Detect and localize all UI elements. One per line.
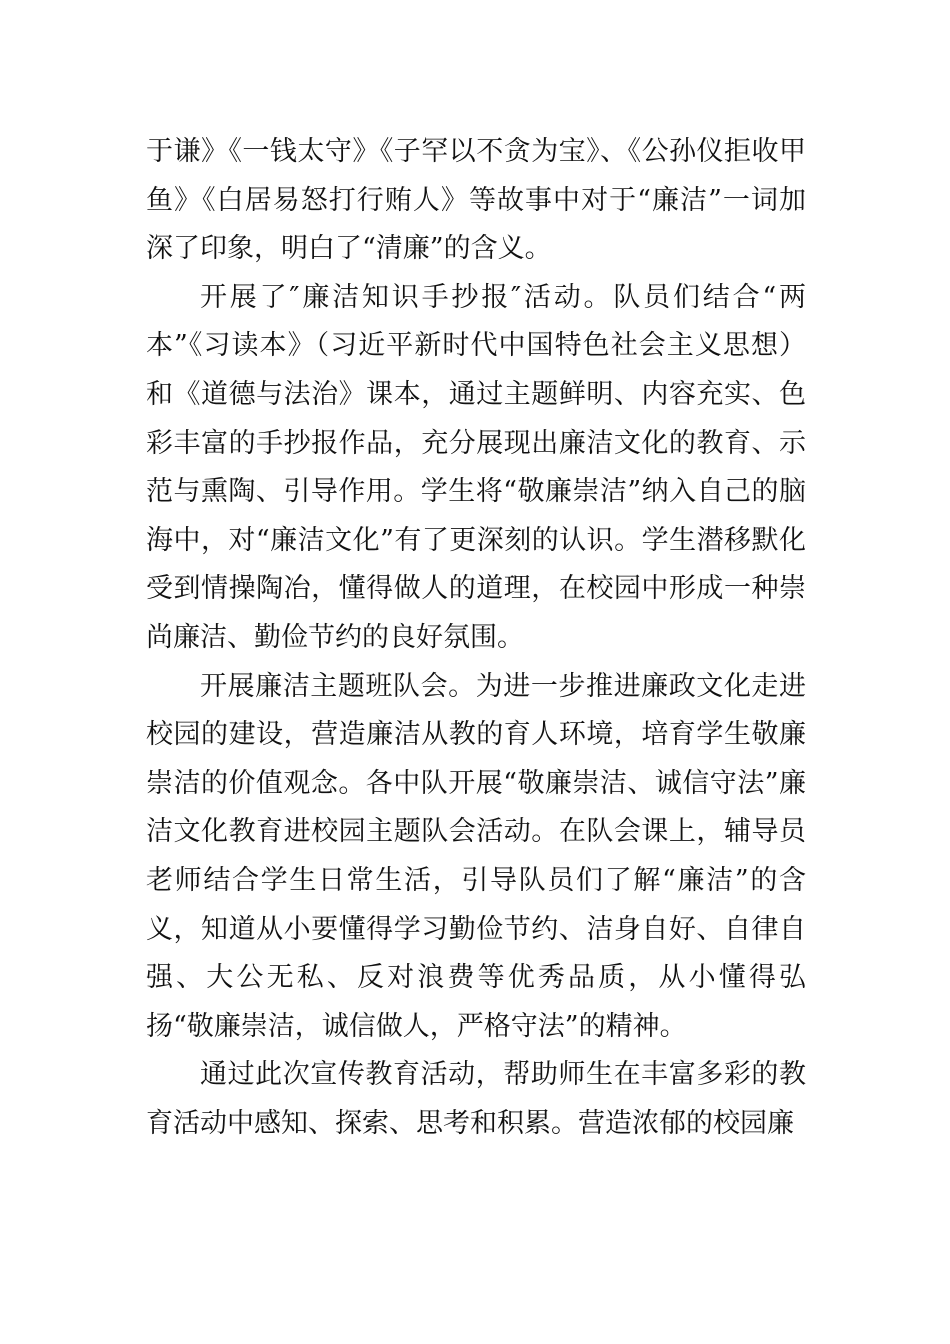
paragraph-4: 通过此次宣传教育活动，帮助师生在丰富多彩的教育活动中感知、探索、思考和积累。营造浓郁的校园廉 (146, 1059, 806, 1139)
paragraph-3: 开展廉洁主题班队会。为进一步推进廉政文化走进校园的建设，营造廉洁从教的育人环境，培育学生敬廉崇洁的价值观念。各中队开展“敬廉崇洁、诚信守法”廉洁文化教育进校园主题队会活动。在队会课上，辅导员老师结合学生日常生活，引导队员们了解“廉洁”的含义，知道从小要懂得学习勤俭节约、洁身自好、自律自强、大公无私、反对浪费等优秀品质，从小懂得弘扬“敬廉崇洁，诚信做人，严格守法”的精神。 (146, 670, 806, 1042)
paragraph-1: 于谦》《一钱太守》《子罕以不贪为宝》、《公孙仪拒收甲鱼》《白居易怒打行贿人》等故事中对于“廉洁”一词加深了印象，明白了“清廉”的含义。 (146, 136, 806, 265)
document-body (146, 128, 806, 1148)
paragraph-2: 开展了″廉洁知识手抄报″活动。队员们结合“两本”《习读本》（习近平新时代中国特色社会主义思想）和《道德与法治》课本，通过主题鲜明、内容充实、色彩丰富的手抄报作品，充分展现出廉洁文化的教育、示范与熏陶、引导作用。学生将“敬廉崇洁”纳入自己的脑海中，对“廉洁文化”有了更深刻的认识。学生潜移默化受到情操陶冶，懂得做人的道理，在校园中形成一种崇尚廉洁、勤俭节约的良好氛围。 (146, 281, 806, 653)
